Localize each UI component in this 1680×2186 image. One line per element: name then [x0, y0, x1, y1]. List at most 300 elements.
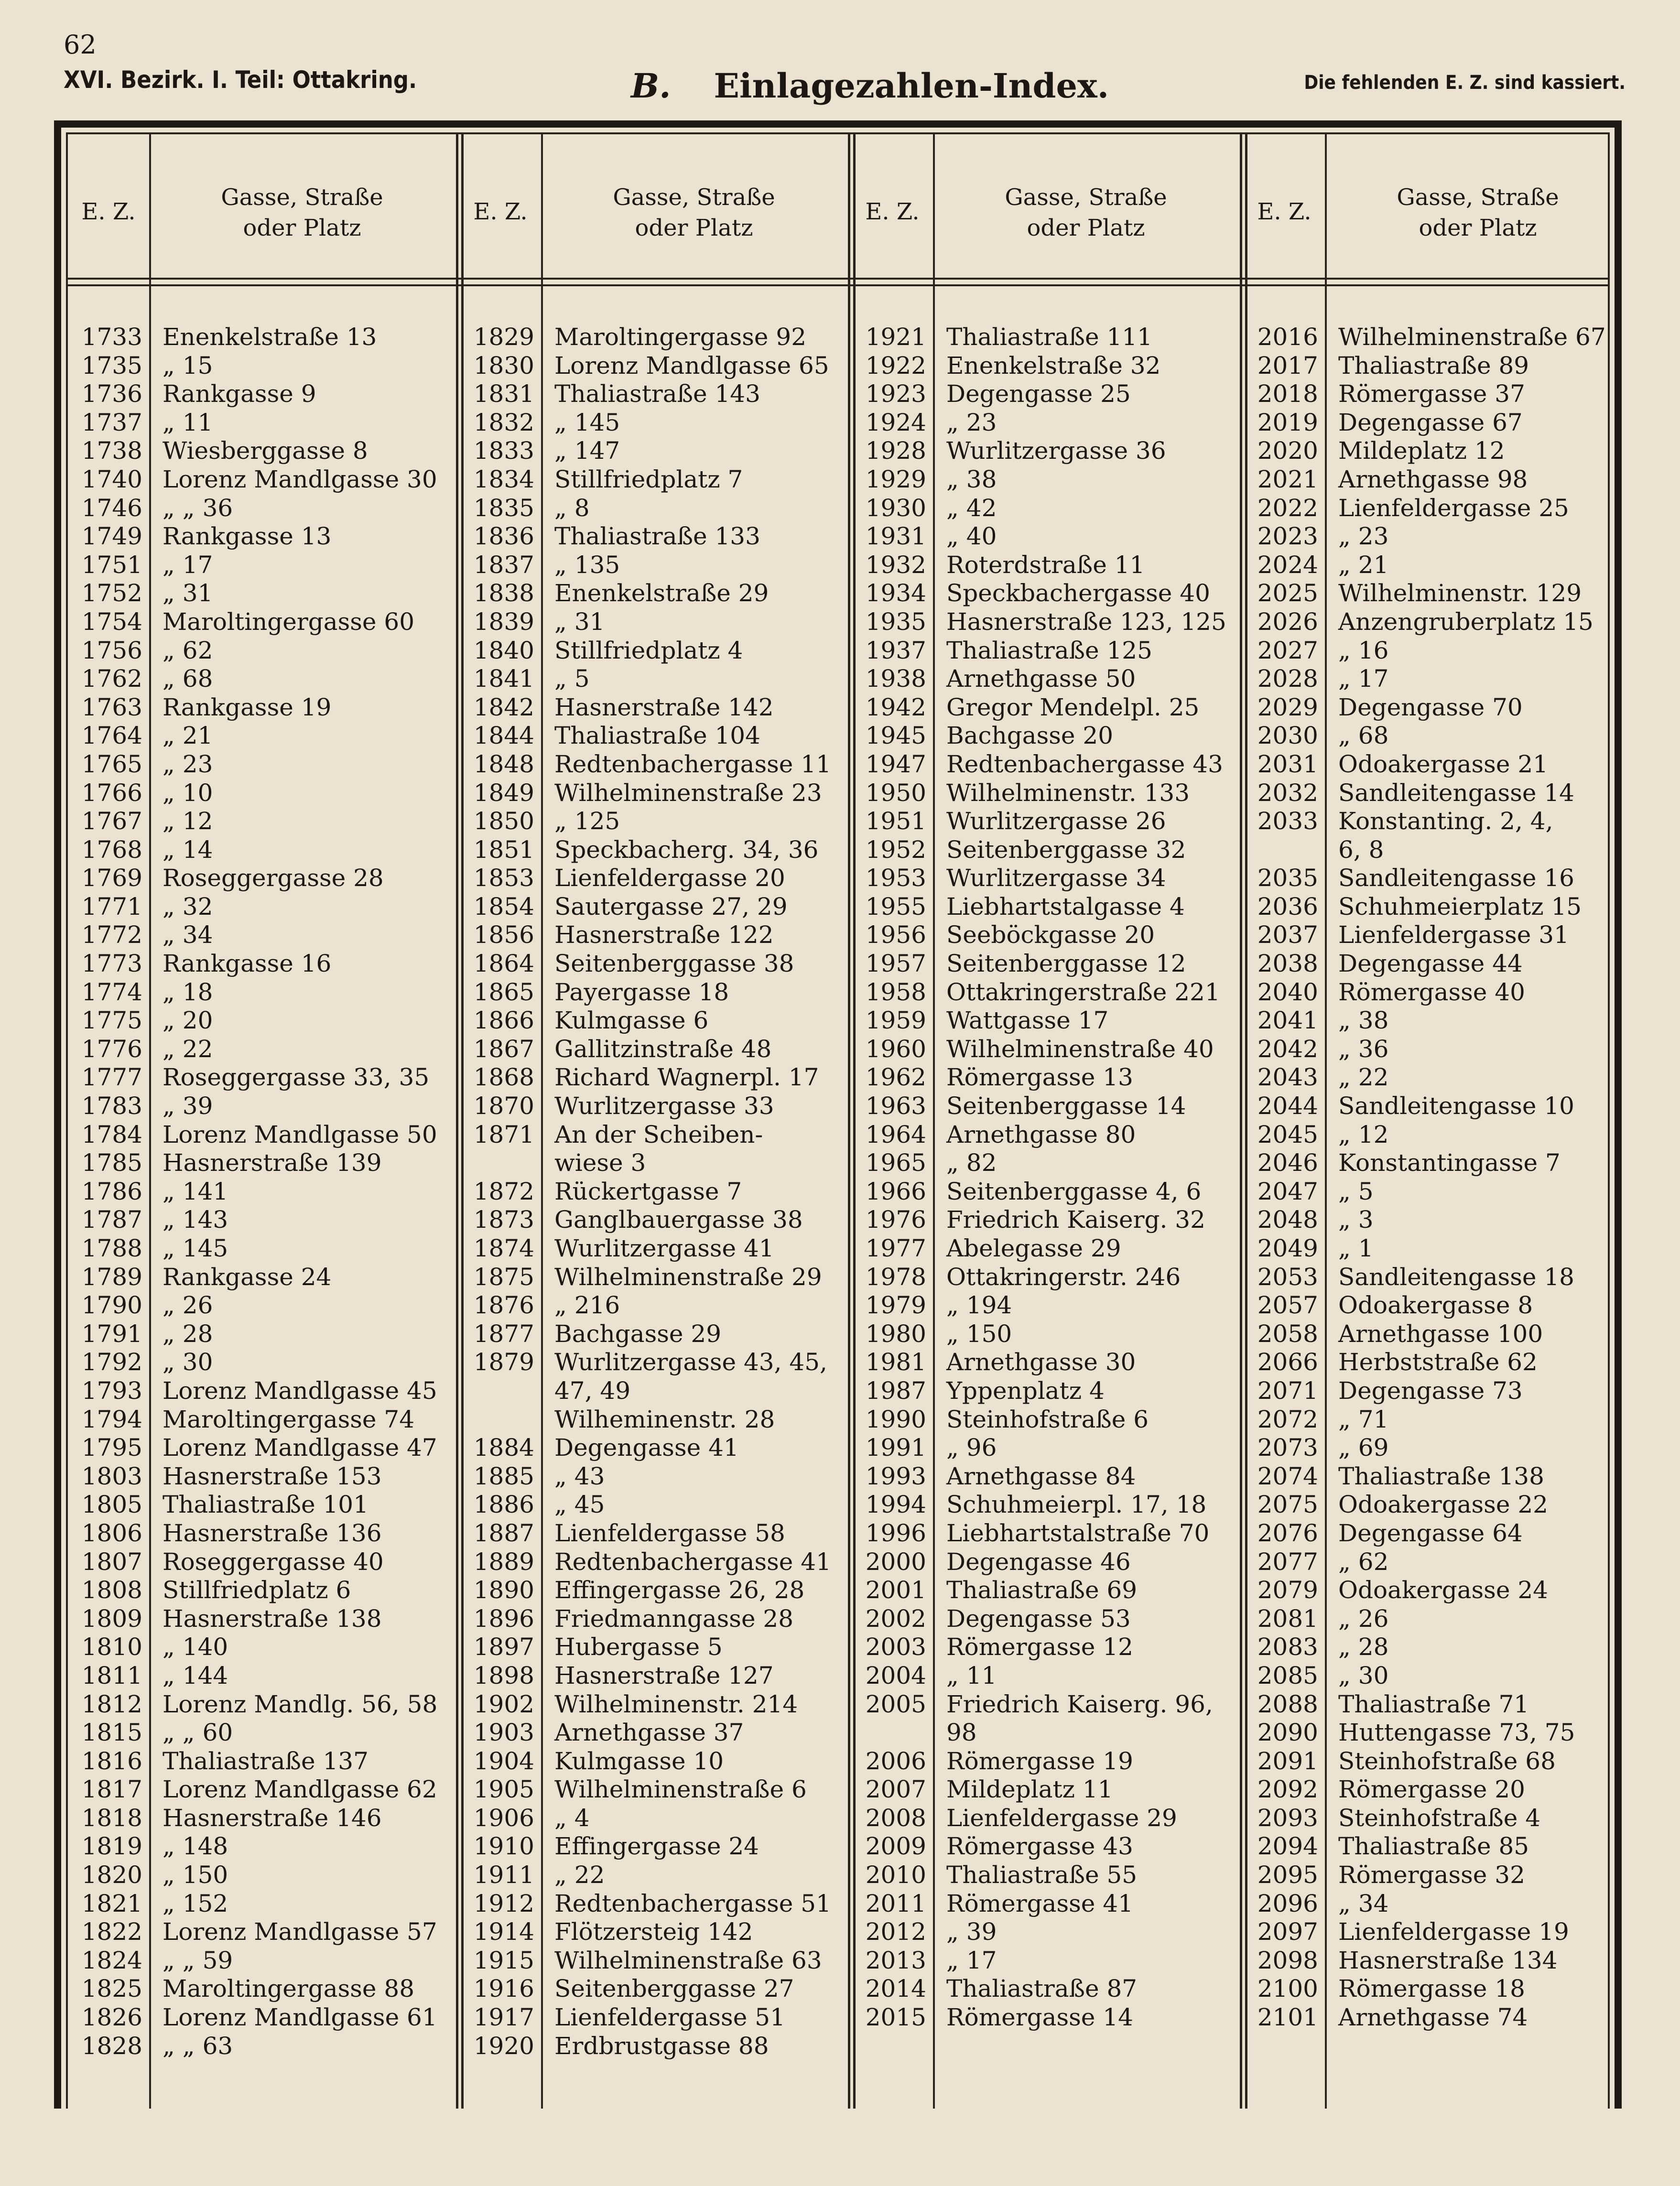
table-row [68, 1605, 460, 1634]
street-entry: Lorenz Mandlgasse 62 [163, 1775, 437, 1804]
table-row [1244, 352, 1636, 380]
table-row [1244, 1690, 1636, 1719]
ez-number: 2094 [1257, 1832, 1318, 1861]
ez-number: 1839 [473, 607, 534, 636]
street-entry: „ 145 [554, 408, 620, 436]
street-entry: Lienfeldergasse 19 [1338, 1918, 1569, 1946]
street-entry: An der Scheiben- [554, 1120, 763, 1148]
ez-number: 1994 [865, 1491, 926, 1519]
street-entry: „ 69 [1338, 1434, 1389, 1462]
street-entry: Seitenberggasse 4, 6 [946, 1177, 1202, 1205]
table-row [68, 352, 460, 380]
street-entry: Bachgasse 29 [554, 1320, 721, 1348]
ez-number: 1794 [81, 1405, 142, 1433]
table-row [1244, 1804, 1636, 1833]
street-entry: Wilhelminenstraße 67 [1338, 323, 1606, 351]
page-number: 62 [64, 30, 97, 60]
table-row [68, 1092, 460, 1121]
ez-number: 2037 [1257, 921, 1318, 949]
ez-number: 1735 [81, 351, 142, 379]
table-row [68, 1719, 460, 1747]
street-entry: Arnethgasse 98 [1338, 465, 1528, 493]
ez-number: 1981 [865, 1348, 926, 1376]
street-entry: Maroltingergasse 88 [163, 1975, 415, 2003]
ez-number: 2027 [1257, 636, 1318, 664]
street-entry: „ 68 [163, 665, 213, 693]
table-row [852, 1006, 1244, 1035]
ez-number: 1945 [865, 722, 926, 750]
table-row [460, 465, 852, 494]
street-entry: Römergasse 14 [946, 2003, 1133, 2032]
ez-number: 1872 [473, 1177, 534, 1205]
table-row [68, 1519, 460, 1548]
table-row [1244, 522, 1636, 551]
table-row [1244, 1519, 1636, 1548]
street-entry: Wurlitzergasse 26 [946, 807, 1166, 835]
table-row [460, 380, 852, 409]
street-entry: Römergasse 18 [1338, 1975, 1525, 2003]
street-entry: Degengasse 53 [946, 1604, 1131, 1633]
ez-number: 1790 [81, 1291, 142, 1320]
street-entry: Römergasse 13 [946, 1063, 1133, 1092]
ez-number: 1875 [473, 1263, 534, 1291]
ez-number: 2095 [1257, 1861, 1318, 1889]
street-entry: Wilhelminenstr. 133 [946, 779, 1190, 807]
street-entry: „ 150 [946, 1320, 1012, 1348]
ez-number: 2085 [1257, 1661, 1318, 1689]
table-row [852, 1406, 1244, 1434]
table-row [1244, 579, 1636, 608]
ez-number: 2083 [1257, 1633, 1318, 1661]
table-row [460, 1377, 852, 1406]
table-row [1244, 1006, 1636, 1035]
table-row [852, 1576, 1244, 1605]
ez-number: 1749 [81, 522, 142, 551]
table-row [68, 1320, 460, 1349]
street-entry: Thaliastraße 111 [946, 323, 1152, 351]
district-header: XVI. Bezirk. I. Teil: Ottakring. [64, 66, 417, 94]
ez-number: 2088 [1257, 1690, 1318, 1718]
table-row [68, 1633, 460, 1662]
ez-number: 2008 [865, 1804, 926, 1832]
street-entry: Anzengruberplatz 15 [1338, 607, 1593, 636]
table-row [852, 1063, 1244, 1092]
street-entry: Mildeplatz 12 [1338, 437, 1505, 465]
ez-number: 1906 [473, 1804, 534, 1832]
street-entry: „ 5 [554, 665, 590, 693]
ez-number: 1976 [865, 1206, 926, 1234]
street-entry: „ 62 [163, 636, 213, 664]
street-entry: Wurlitzergasse 41 [554, 1234, 774, 1262]
table-row [1244, 323, 1636, 352]
street-entry: Huttengasse 73, 75 [1338, 1719, 1575, 1747]
street-entry: „ 22 [163, 1035, 213, 1063]
table-row [1244, 950, 1636, 978]
ez-number: 1767 [81, 807, 142, 835]
ez-number: 2038 [1257, 950, 1318, 978]
table-row [68, 950, 460, 978]
table-row [852, 1918, 1244, 1947]
ez-number: 2024 [1257, 551, 1318, 579]
table-row [460, 1832, 852, 1861]
table-row [460, 1804, 852, 1833]
table-row [852, 579, 1244, 608]
street-entry: „ 143 [163, 1206, 228, 1234]
street-entry: Hasnerstraße 134 [1338, 1946, 1558, 1974]
ez-number: 2004 [865, 1661, 926, 1689]
street-entry: Römergasse 20 [1338, 1775, 1525, 1804]
table-row [852, 1633, 1244, 1662]
street-header-line2: oder Platz [635, 215, 753, 241]
ez-number: 1928 [865, 437, 926, 465]
street-entry: Thaliastraße 55 [946, 1861, 1138, 1889]
street-entry: „ 34 [163, 921, 213, 949]
page-title [631, 66, 1109, 106]
table-row [1244, 637, 1636, 665]
street-entry: „ 62 [1338, 1548, 1389, 1576]
ez-number: 1977 [865, 1234, 926, 1262]
ez-number: 2009 [865, 1832, 926, 1861]
ez-number: 1752 [81, 579, 142, 607]
street-entry: Rankgasse 24 [163, 1263, 332, 1291]
table-row [68, 978, 460, 1007]
ez-number: 1785 [81, 1149, 142, 1177]
ez-number: 1934 [865, 579, 926, 607]
table-row [852, 1690, 1244, 1719]
ez-number: 1765 [81, 750, 142, 778]
ez-number: 1955 [865, 892, 926, 920]
street-entry: Steinhofstraße 6 [946, 1405, 1149, 1433]
ez-number: 2012 [865, 1918, 926, 1946]
street-entry: Wilhelminenstr. 214 [554, 1690, 798, 1718]
ez-number: 2100 [1257, 1975, 1318, 2003]
table-row [460, 1975, 852, 2003]
section-letter: B. [631, 66, 671, 106]
street-entry: Wilheminenstr. 28 [554, 1405, 775, 1433]
table-row [460, 1263, 852, 1292]
table-row [460, 1633, 852, 1662]
street-entry: „ 28 [1338, 1633, 1389, 1661]
street-entry: Lorenz Mandlg. 56, 58 [163, 1690, 438, 1718]
ez-number: 2020 [1257, 437, 1318, 465]
table-row [68, 1291, 460, 1320]
table-row [852, 978, 1244, 1007]
table-row [1244, 693, 1636, 722]
table-row [68, 722, 460, 750]
table-row [852, 1320, 1244, 1349]
street-entry: Maroltingergasse 60 [163, 607, 415, 636]
street-entry: „ 36 [1338, 1035, 1389, 1063]
street-entry: „ 5 [1338, 1177, 1374, 1205]
table-row [460, 1605, 852, 1634]
ez-number: 1795 [81, 1434, 142, 1462]
ez-number: 2101 [1257, 2003, 1318, 2032]
ez-number: 2077 [1257, 1548, 1318, 1576]
ez-number: 1769 [81, 864, 142, 892]
street-entry: Payergasse 18 [554, 978, 729, 1006]
ez-column-header: E. Z. [473, 198, 528, 225]
ez-number: 1956 [865, 921, 926, 949]
ez-number: 1877 [473, 1320, 534, 1348]
table-row [68, 1491, 460, 1519]
table-row [852, 836, 1244, 865]
ez-number: 1756 [81, 636, 142, 664]
street-entry: Friedrich Kaiserg. 32 [946, 1206, 1205, 1234]
street-entry: Römergasse 37 [1338, 380, 1525, 408]
ez-number: 1987 [865, 1376, 926, 1405]
ez-number: 2047 [1257, 1177, 1318, 1205]
street-entry: „ 150 [163, 1861, 228, 1889]
street-entry: Lorenz Mandlgasse 65 [554, 351, 829, 379]
table-row [1244, 1576, 1636, 1605]
ez-number: 1990 [865, 1405, 926, 1433]
table-row [852, 437, 1244, 465]
table-row [1244, 1121, 1636, 1149]
street-entry: „ 30 [163, 1348, 213, 1376]
ez-number: 1850 [473, 807, 534, 835]
street-entry: Redtenbachergasse 41 [554, 1548, 831, 1576]
ez-number: 1766 [81, 779, 142, 807]
ez-number: 2035 [1257, 864, 1318, 892]
ez-number: 1808 [81, 1576, 142, 1604]
street-entry: Hasnerstraße 153 [163, 1462, 382, 1490]
street-entry: Lienfeldergasse 25 [1338, 494, 1569, 522]
table-row [1244, 1719, 1636, 1747]
table-row [1244, 1092, 1636, 1121]
street-entry: Thaliastraße 85 [1338, 1832, 1529, 1861]
ez-number: 2025 [1257, 579, 1318, 607]
ez-number: 1959 [865, 1006, 926, 1035]
ez-number: 1889 [473, 1548, 534, 1576]
table-row [460, 950, 852, 978]
table-row [852, 380, 1244, 409]
table-row [1244, 1775, 1636, 1804]
table-row [68, 409, 460, 437]
ez-number: 2017 [1257, 351, 1318, 379]
table-row [460, 807, 852, 836]
street-entry: Sautergasse 27, 29 [554, 892, 788, 920]
table-row [852, 1975, 1244, 2003]
street-entry: Odoakergasse 21 [1338, 750, 1548, 778]
street-entry: Hasnerstraße 122 [554, 921, 774, 949]
ez-number: 1824 [81, 1946, 142, 1974]
street-entry: „ 17 [1338, 665, 1389, 693]
street-entry: „ 145 [163, 1234, 228, 1262]
ez-number: 2000 [865, 1548, 926, 1576]
ez-number: 2045 [1257, 1120, 1318, 1148]
ez-number: 2053 [1257, 1263, 1318, 1291]
ez-number: 1966 [865, 1177, 926, 1205]
ez-number: 1822 [81, 1918, 142, 1946]
ez-number: 1787 [81, 1206, 142, 1234]
ez-number: 1817 [81, 1775, 142, 1804]
street-entry: Odoakergasse 8 [1338, 1291, 1533, 1320]
table-row [852, 693, 1244, 722]
ez-number: 2041 [1257, 1006, 1318, 1035]
column-group-3 [852, 323, 1244, 2032]
street-entry: Thaliastraße 133 [554, 522, 760, 551]
table-row [460, 1491, 852, 1519]
table-row [460, 579, 852, 608]
ez-number: 1835 [473, 494, 534, 522]
street-entry: Rankgasse 9 [163, 380, 316, 408]
ez-number: 1806 [81, 1519, 142, 1547]
ez-number: 1953 [865, 864, 926, 892]
ez-number: 2015 [865, 2003, 926, 2032]
ez-number: 1788 [81, 1234, 142, 1262]
street-entry: „ 17 [163, 551, 213, 579]
table-row [68, 1832, 460, 1861]
street-entry: wiese 3 [554, 1149, 646, 1177]
table-row [852, 1234, 1244, 1263]
table-row [68, 665, 460, 693]
street-entry: „ 17 [946, 1946, 997, 1974]
table-row [68, 1548, 460, 1577]
ez-number: 2005 [865, 1690, 926, 1718]
ez-number: 1935 [865, 607, 926, 636]
ez-number: 1924 [865, 408, 926, 436]
table-row [460, 1291, 852, 1320]
ez-number: 1816 [81, 1747, 142, 1775]
ez-number: 2074 [1257, 1462, 1318, 1490]
street-entry: „ 11 [946, 1661, 997, 1689]
ez-number: 2091 [1257, 1747, 1318, 1775]
table-row [68, 522, 460, 551]
ez-number: 1921 [865, 323, 926, 351]
table-row [1244, 1320, 1636, 1349]
ez-number: 1736 [81, 380, 142, 408]
street-entry: „ „ 60 [163, 1719, 233, 1747]
street-entry: Degengasse 41 [554, 1434, 739, 1462]
street-entry: „ 96 [946, 1434, 997, 1462]
ez-number: 2075 [1257, 1491, 1318, 1519]
table-row [460, 1092, 852, 1121]
table-row [852, 1775, 1244, 1804]
ez-number: 1812 [81, 1690, 142, 1718]
ez-number: 1784 [81, 1120, 142, 1148]
table-row [852, 323, 1244, 352]
table-row [852, 1149, 1244, 1178]
ez-number: 1805 [81, 1491, 142, 1519]
table-row [460, 1462, 852, 1491]
ez-number: 2046 [1257, 1149, 1318, 1177]
street-entry: Thaliastraße 71 [1338, 1690, 1529, 1718]
street-entry: „ 216 [554, 1291, 620, 1320]
ez-number: 2043 [1257, 1063, 1318, 1092]
street-entry: „ 82 [946, 1149, 997, 1177]
table-row [852, 750, 1244, 779]
ez-number: 2019 [1257, 408, 1318, 436]
table-row [852, 950, 1244, 978]
ez-number: 1993 [865, 1462, 926, 1490]
table-row [460, 437, 852, 465]
street-entry: Wurlitzergasse 34 [946, 864, 1166, 892]
street-entry: „ 39 [946, 1918, 997, 1946]
ez-number: 2021 [1257, 465, 1318, 493]
table-row [460, 1320, 852, 1349]
table-row [460, 1918, 852, 1947]
street-entry: Wurlitzergasse 43, 45, [554, 1348, 827, 1376]
ez-number: 1851 [473, 835, 534, 864]
street-entry: „ 30 [1338, 1661, 1389, 1689]
street-entry: „ 21 [1338, 551, 1389, 579]
street-entry: „ 31 [554, 607, 605, 636]
street-entry: Lorenz Mandlgasse 50 [163, 1120, 437, 1148]
street-entry: Redtenbachergasse 43 [946, 750, 1223, 778]
ez-number: 1786 [81, 1177, 142, 1205]
table-row [1244, 750, 1636, 779]
street-entry: Stillfriedplatz 7 [554, 465, 743, 493]
street-entry: Römergasse 40 [1338, 978, 1525, 1006]
ez-number: 2071 [1257, 1376, 1318, 1405]
table-row [852, 409, 1244, 437]
table-row [852, 779, 1244, 808]
ez-number: 1819 [81, 1832, 142, 1861]
table-row [460, 978, 852, 1007]
ez-number: 1923 [865, 380, 926, 408]
street-header-line2: oder Platz [243, 215, 361, 241]
street-entry: Steinhofstraße 4 [1338, 1804, 1541, 1832]
table-row [1244, 921, 1636, 950]
table-row [68, 1178, 460, 1206]
street-column-header [1325, 182, 1631, 243]
ez-number: 1809 [81, 1604, 142, 1633]
table-row [460, 522, 852, 551]
street-entry: Hasnerstraße 136 [163, 1519, 382, 1547]
table-row [1244, 1491, 1636, 1519]
table-row [68, 1576, 460, 1605]
street-entry: „ 23 [163, 750, 213, 778]
ez-number: 1825 [81, 1975, 142, 2003]
ez-number: 2057 [1257, 1291, 1318, 1320]
table-row [852, 1206, 1244, 1234]
ez-number: 1938 [865, 665, 926, 693]
street-entry: „ 140 [163, 1633, 228, 1661]
street-entry: Sandleitengasse 14 [1338, 779, 1574, 807]
ez-number: 2026 [1257, 607, 1318, 636]
street-entry: „ 10 [163, 779, 213, 807]
table-row [852, 807, 1244, 836]
ez-number: 1853 [473, 864, 534, 892]
table-row [1244, 437, 1636, 465]
ez-number: 1871 [473, 1120, 534, 1148]
ez-number: 2006 [865, 1747, 926, 1775]
ez-number: 2031 [1257, 750, 1318, 778]
ez-column-header: E. Z. [865, 198, 920, 225]
table-row [68, 1149, 460, 1178]
street-entry: Thaliastraße 89 [1338, 351, 1529, 379]
street-entry: „ 8 [554, 494, 590, 522]
ez-number: 1929 [865, 465, 926, 493]
ez-number: 1947 [865, 750, 926, 778]
street-entry: „ 31 [163, 579, 213, 607]
ez-number: 1865 [473, 978, 534, 1006]
street-entry: Arnethgasse 80 [946, 1120, 1136, 1148]
street-entry: Seitenberggasse 14 [946, 1092, 1186, 1120]
ez-number: 1746 [81, 494, 142, 522]
street-entry: Kulmgasse 10 [554, 1747, 724, 1775]
street-header-line2: oder Platz [1027, 215, 1145, 241]
street-entry: Seitenberggasse 38 [554, 950, 794, 978]
table-row [68, 1890, 460, 1918]
street-entry: Thaliastraße 101 [163, 1491, 369, 1519]
street-entry: „ 43 [554, 1462, 605, 1490]
street-entry: Rankgasse 16 [163, 950, 332, 978]
street-entry: Friedrich Kaiserg. 96, [946, 1690, 1213, 1718]
ez-number: 1937 [865, 636, 926, 664]
table-row [1244, 1633, 1636, 1662]
table-row [460, 352, 852, 380]
